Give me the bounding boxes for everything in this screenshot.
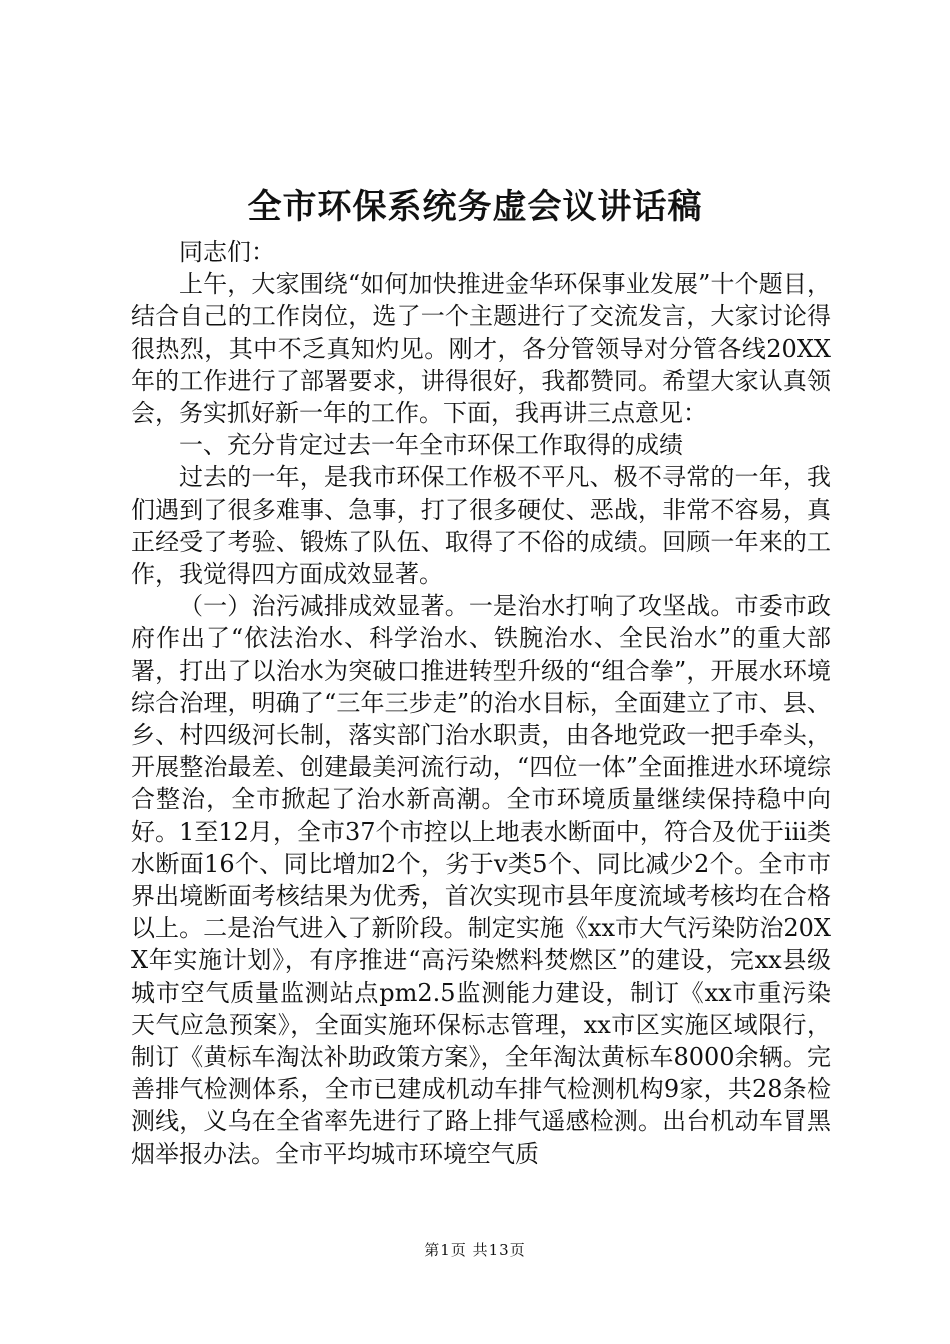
document-title: 全市环保系统务虚会议讲话稿	[247, 187, 703, 227]
paragraph-intro: 上午，大家围绕“如何加快推进金华环保事业发展”十个题目，结合自己的工作岗位，选了一个主题进行了交流发言，大家讨论得很热烈，其中不乏真知灼见。刚才，各分管领导对分管各线20XX年的工作进行了部署要求，讲得很好，我都赞同。希望大家认真领会，务实抓好新一年的工作。下面，我再讲三点意见：	[131, 270, 831, 428]
salutation: 同志们：	[179, 238, 275, 266]
document-body	[131, 236, 831, 1170]
section-heading: 一、充分肯定过去一年全市环保工作取得的成绩	[179, 431, 683, 460]
page-footer: 第1页 共13页	[424, 1241, 526, 1259]
paragraph-pollution: （一）治污减排成效显著。一是治水打响了攻坚战。市委市政府作出了“依法治水、科学治水、铁腕治水、全民治水”的重大部署，打出了以治水为突破口推进转型升级的“组合拳”，开展水环境综合治理，明确了“三年三步走”的治水目标，全面建立了市、县、乡、村四级河长制，落实部门治水职责，由各地党政一把手牵头，开展整治最差、创建最美河流行动，“四位一体”全面推进水环境综合整治，全市掀起了治水新高潮。全市环境质量继续保持稳中向好。1至12月，全市37个市控以上地表水断面中，符合及优于iii类水断面16个、同比增加2个，劣于v类5个、同比减少2个。全市市界出境断面考核结果为优秀，首次实现市县年度流域考核均在合格以上。二是治气进入了新阶段。制定实施《xx市大气污染防治20XX年实施计划》，有序推进“高污染燃料焚燃区”的建设，完xx县级城市空气质量监测站点pm2.5监测能力建设，制订《xx市重污染天气应急预案》，全面实施环保标志管理，xx市区实施区域限行，制订《黄标车淘汰补助政策方案》，全年淘汰黄标车8000余辆。完善排气检测体系，全市已建成机动车排气检测机构9家，共28条检测线，义乌在全省率先进行了路上排气遥感检测。出台机动车冒黑烟举报办法。全市平均城市环境空气质	[131, 592, 831, 1168]
paragraph-review: 过去的一年，是我市环保工作极不平凡、极不寻常的一年，我们遇到了很多难事、急事，打了很多硬仗、恶战，非常不容易，真正经受了考验、锻炼了队伍、取得了不俗的成绩。回顾一年来的工作，我觉得四方面成效显著。	[131, 463, 831, 589]
